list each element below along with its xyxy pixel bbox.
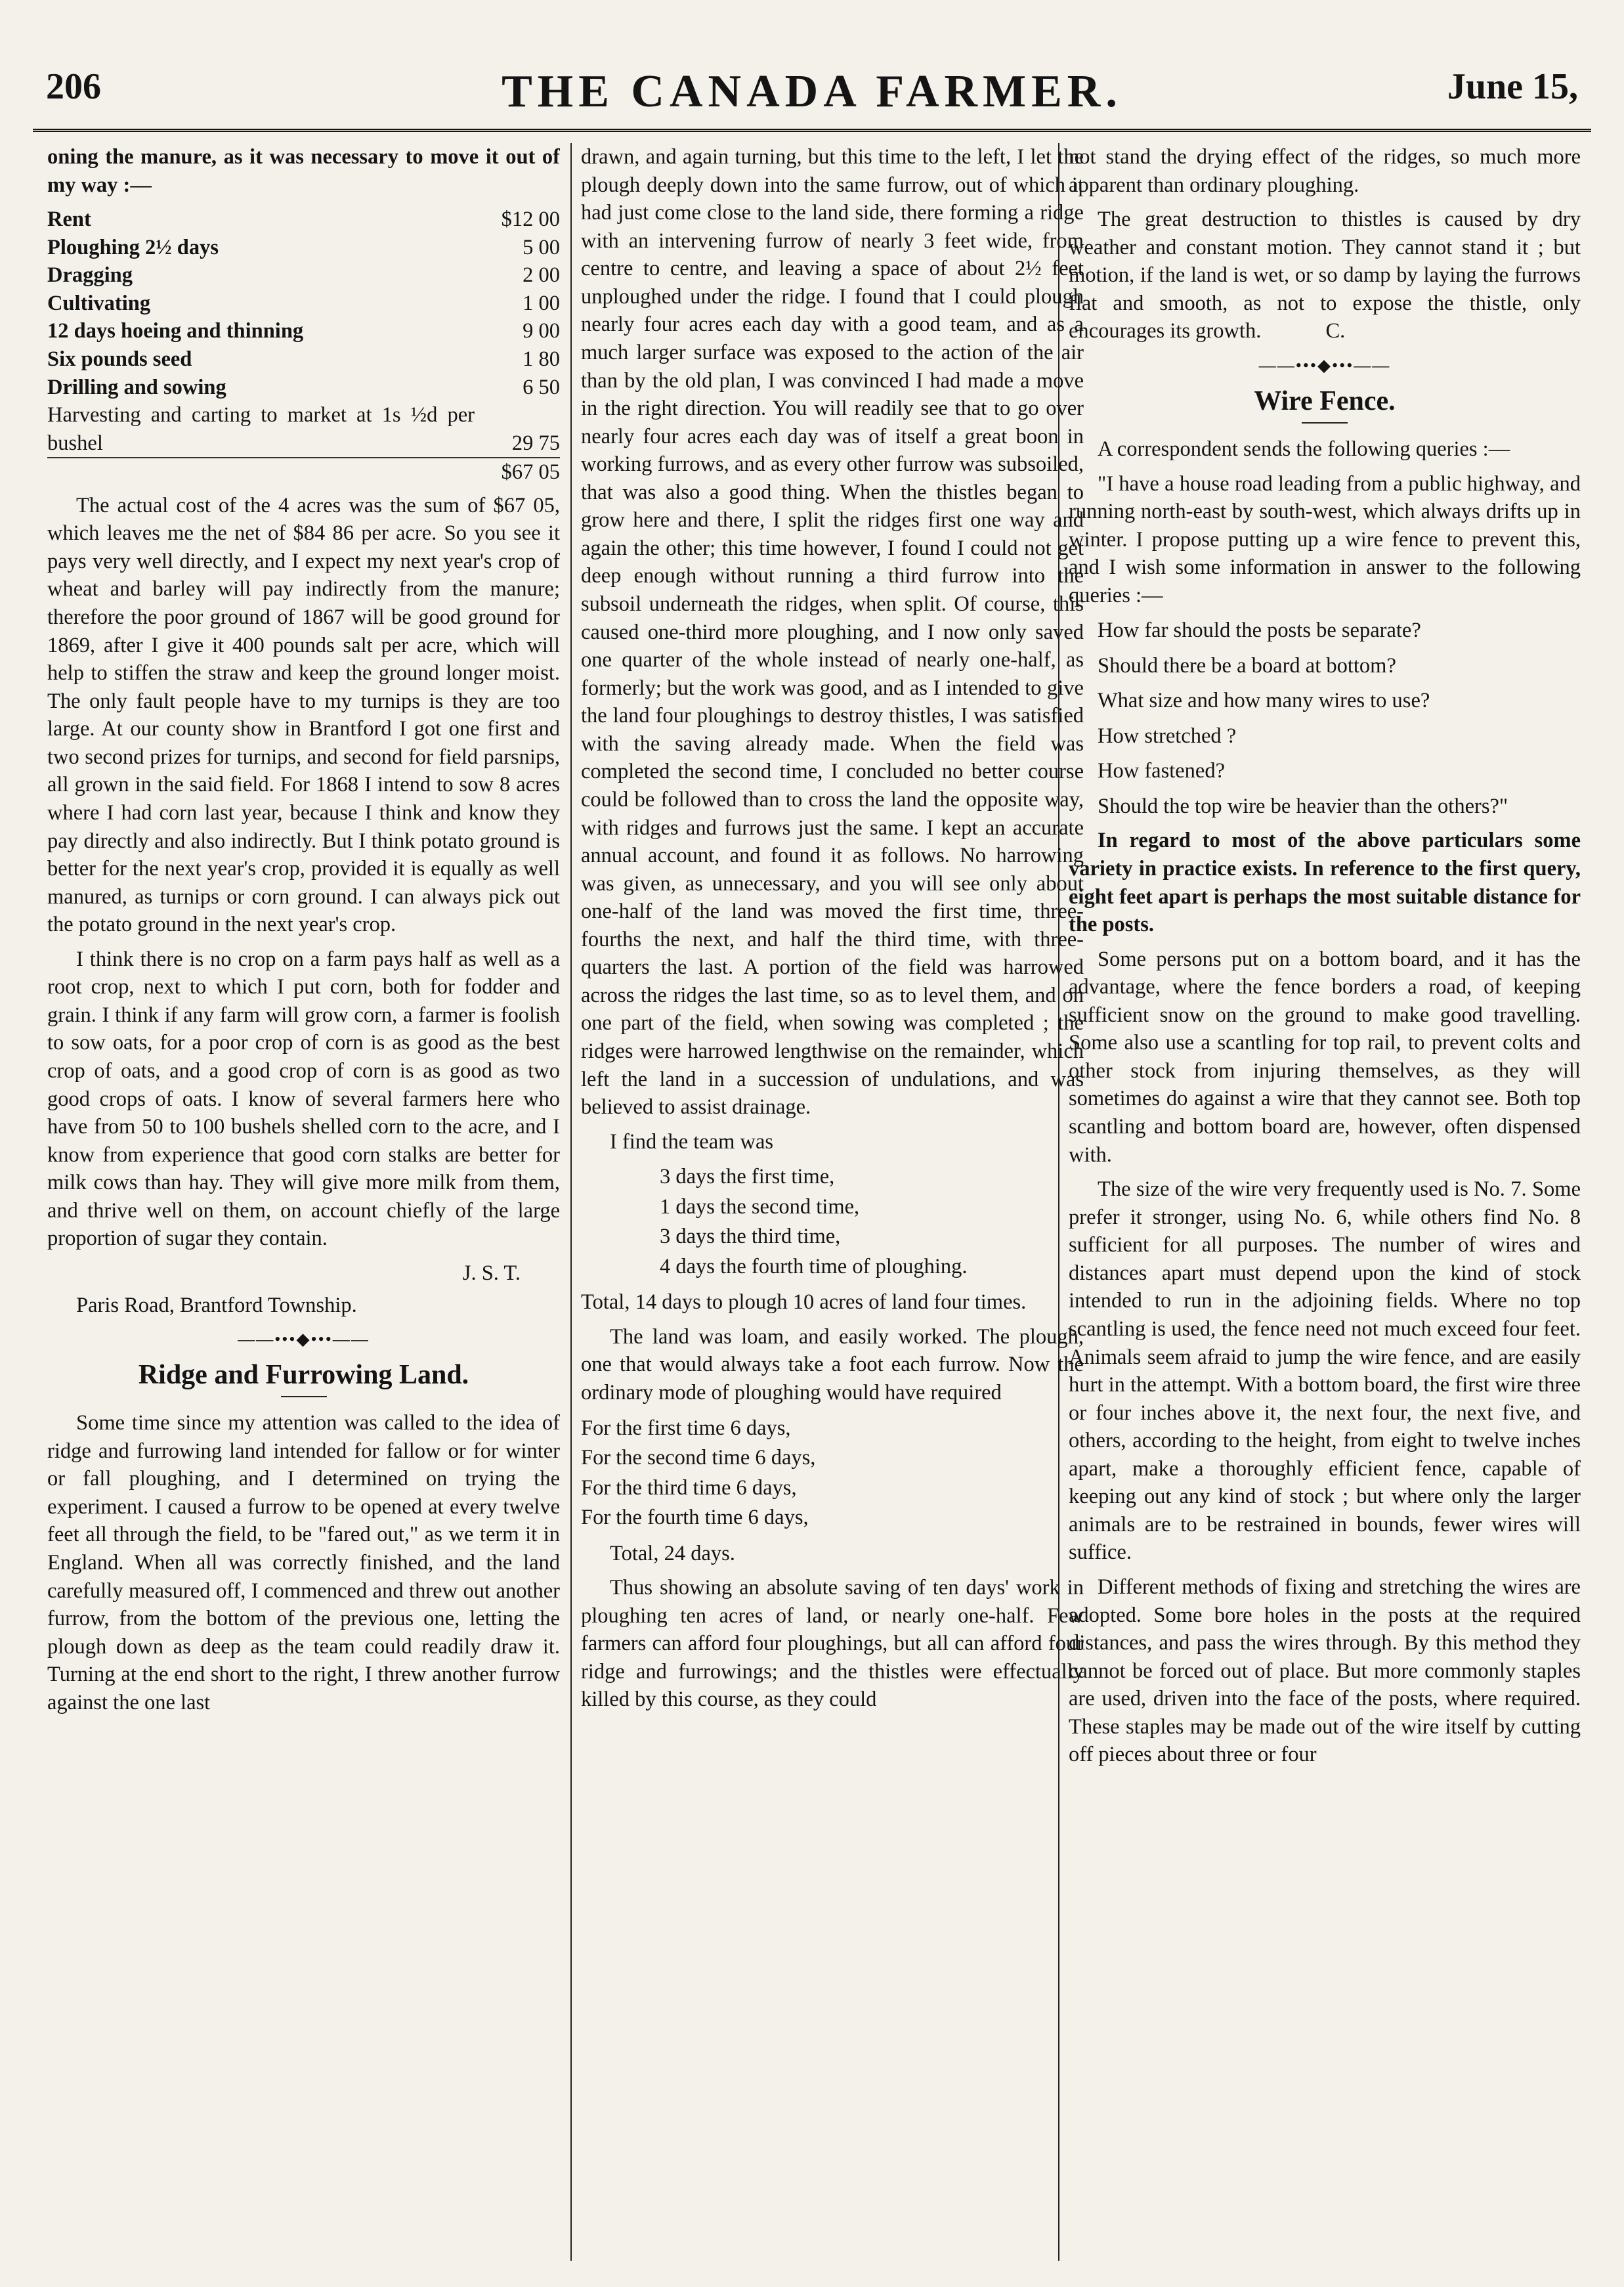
paragraph: Thus showing an absolute saving of ten days' work in ploughing ten acres of land, or nearly one-half. Few farmers can afford four ploughings, but all can afford four ridge and furrowings; and the thistles were effectually killed by this course, as they could <box>581 1576 1084 1712</box>
account-row <box>47 317 560 345</box>
list-item: 4 days the fourth time of ploughing. <box>660 1254 968 1278</box>
column-3 <box>1069 143 1581 2261</box>
list-item: For the third time 6 days, <box>581 1475 797 1500</box>
list-item: For the fourth time 6 days, <box>581 1506 809 1529</box>
paragraph: In regard to most of the above particulars some variety in practice exists. In reference to the first query, eight feet apart is perhaps the most suitable distance for the posts. <box>1069 829 1581 937</box>
paragraph: oning the manure, as it was necessary to move it out of my way :— <box>47 145 560 197</box>
account-amount: 1 00 <box>523 291 560 315</box>
account-amount: 9 00 <box>523 319 560 343</box>
column-1 <box>47 143 560 2261</box>
paragraph: The land was loam, and easily worked. The plough, one that would always take a foot each furrow. Now the ordinary mode of ploughing would have required <box>581 1324 1084 1405</box>
paragraph: A correspondent sends the following queries :— <box>1098 437 1510 461</box>
header-rule <box>33 129 1591 132</box>
paragraph-text: The great destruction to thistles is caused by dry weather and constant motion. They cannot stand it ; but motion, if the land is wet, or so damp by laying the furrows flat and smooth, as not to expose the thistle, only encourages its growth. <box>1069 207 1581 343</box>
account-label: Drilling and sowing <box>47 375 226 399</box>
account-label: Six pounds seed <box>47 347 192 371</box>
account-amount: 2 00 <box>523 263 560 288</box>
paragraph: The size of the wire very frequently used is No. 7. Some prefer it stronger, using No. 6, while others find No. 8 sufficient for all purposes. The number of wires and distances apart must depend upon the kind of stock intended to run in the adjoining fields. Where no top scantling is used, the fence need not much exceed four feet. Animals seem afraid to jump the wire fence, and are easily hurt in the attempt. With a bottom board, the first wire three or four inches above it, the next four, the next five, and others, according to the height, from eight to twelve inches apart, make a thoroughly efficient fence, capable of keeping out any kind of stock ; but where only the larger animals are to be restrained in bounds, fewer wires will suffice. <box>1069 1177 1581 1565</box>
account-amount: 5 00 <box>523 235 560 259</box>
account-label: Cultivating <box>47 291 151 315</box>
paragraph: drawn, and again turning, but this time to the left, I let the plough deeply down into the same furrow, out of which it had just come close to the land side, there forming a ridge with an intervening furrow of nearly 3 feet wide, from centre to centre, and leaving a space of about 2½ feet unploughed under the ridge. I found that I could plough nearly four acres each day with a good team, and as a much larger surface was exposed to the action of the air than by the old plan, I was convinced I had made a move in the right direction. You will readily see that to go over nearly four acres each day was of itself a great boon in working furrows, and as every other furrow was subsoiled, that was also a good thing. When the thistles began to grow here and there, I split the ridges first one way and again the other; this time however, I found I could not get deep enough without running a third furrow into the subsoil underneath the ridges, when split. Of course, this caused one-third more ploughing, and I now only saved one quarter of the whole instead of nearly one-half, as formerly; but the work was good, and as I intended to give the land four ploughings to destroy thistles, I was satisfied with the saving already made. When the field was completed the second time, I concluded no better course could be followed than to cross the land the opposite way, with ridges and furrows just the same. I kept an accurate annual account, and found it as follows. No harrowing was given, as unnecessary, and you will see only about one-half of the land was moved the first time, three-fourths the next, and half the third time, with three-quarters the last. A portion of the field was harrowed across the ridges the last time, so as to level them, and on one part of the field, when sowing was completed ; the ridges were harrowed lengthwise on the remainder, which left the land in a succession of undulations, and was believed to assist drainage. <box>581 145 1084 1120</box>
signature: J. S. T. <box>462 1261 521 1285</box>
list-item: Should the top wire be heavier than the others?" <box>1098 794 1508 818</box>
account-row <box>47 374 560 402</box>
list-item: How fastened? <box>1098 759 1226 783</box>
ordinary-ploughing-list <box>581 1414 1084 1533</box>
issue-date: June 15, <box>1447 66 1578 107</box>
article-heading: Ridge and Furrowing Land. <box>138 1360 469 1391</box>
account-row <box>47 401 560 458</box>
paragraph: Some time since my attention was called to the idea of ridge and furrowing land intended for fallow or for winter or fall ploughing, and I determined on trying the experiment. I caused a furrow to be opened at every twelve feet all through the field, to be "fared out," as we term it in England. When all was correctly finished, and the land carefully measured off, I commenced and threw out another furrow, from the bottom of the previous one, letting the plough down as deep as the team could readily draw it. Turning at the end short to the right, I threw another furrow against the one last <box>47 1411 560 1714</box>
expense-account <box>47 206 560 487</box>
heading-rule <box>281 1396 327 1397</box>
column-2 <box>581 143 1084 2261</box>
masthead <box>33 66 1591 118</box>
account-row <box>47 261 560 290</box>
paragraph: I think there is no crop on a farm pays half as well as a root crop, next to which I put corn, both for fodder and grain. I think if any farm will grow corn, a farmer is foolish to sow oats, for a poor crop of corn is as good as the best crop of oats, and a good crop of corn is as good as two good crops of oats. I know of several farmers here who have from 50 to 100 bushels shelled corn to the acre, and I know from experience that good corn stalks are better for milk cows than hay. They will give more milk from them, and thrive well on them, on account chiefly of the large proportion of sugar they contain. <box>47 947 560 1251</box>
ornament-divider: ——•••◆•••—— <box>238 1330 370 1349</box>
paragraph: not stand the drying effect of the ridges, so much more apparent than ordinary ploughing. <box>1069 145 1581 197</box>
account-label: Dragging <box>47 263 133 288</box>
list-item: Should there be a board at bottom? <box>1098 653 1396 678</box>
team-days-list <box>660 1162 1084 1282</box>
account-amount: 6 50 <box>523 375 560 399</box>
account-total: $67 05 <box>475 458 560 487</box>
paragraph: The actual cost of the 4 acres was the sum of $67 05, which leaves me the net of $84 86 per acre. So you see it pays very well directly, and I expect my next year's crop of wheat and barley will pay indirectly from the manure; therefore the poor ground of 1867 will be good ground for 1869, after I give it 400 pounds salt per acre, which will help to stiffen the straw and keep the ground longer moist. The only fault people have to my turnips is they are too large. At our county show in Brantford I got one first and two second prizes for turnips, and second for field parsnips, all grown in the said field. For 1868 I intend to sow 8 acres where I had corn last year, because I think and know they pay directly and also indirectly. But I think potato ground is better for the next year's crop, provided it is equally as well manured, as turnips or corn ground. I can always pick out the potato ground in the next year's crop. <box>47 493 560 937</box>
ordinary-total: Total, 24 days. <box>610 1541 735 1565</box>
account-row <box>47 234 560 262</box>
list-item: 3 days the first time, <box>660 1165 835 1189</box>
account-amount: 29 75 <box>511 431 560 455</box>
account-amount: $12 00 <box>501 207 560 232</box>
list-item: How far should the posts be separate? <box>1098 619 1421 643</box>
list-item: For the second time 6 days, <box>581 1446 816 1470</box>
account-row <box>47 345 560 374</box>
account-total-row <box>47 458 560 487</box>
signature: C. <box>1325 319 1346 343</box>
account-amount: 1 80 <box>523 347 560 371</box>
page-number: 206 <box>46 66 101 107</box>
team-total: Total, 14 days to plough 10 acres of land four times. <box>581 1290 1027 1315</box>
article-heading: Wire Fence. <box>1254 385 1396 416</box>
paragraph: Some persons put on a bottom board, and it has the advantage, where the fence borders a road, of keeping sufficient snow on the ground to make good travelling. Some also use a scantling for top rail, to prevent colts and other stock from injuring themselves, as they will sometimes do against a wire that they cannot see. Both top scantling and bottom board are, however, often dispensed with. <box>1069 947 1581 1167</box>
dateline: Paris Road, Brantford Township. <box>76 1293 357 1317</box>
paragraph: I find the team was <box>610 1129 774 1154</box>
list-item: How stretched ? <box>1098 724 1237 748</box>
queries-list <box>1069 616 1581 821</box>
account-row <box>47 290 560 318</box>
list-item: 3 days the third time, <box>660 1225 841 1249</box>
ornament-divider: ——•••◆•••—— <box>1258 355 1391 375</box>
account-label: Rent <box>47 207 91 232</box>
publication-title: THE CANADA FARMER. <box>502 66 1122 117</box>
list-item: What size and how many wires to use? <box>1098 689 1430 713</box>
paragraph: Different methods of fixing and stretching the wires are adopted. Some bore holes in the posts at the required distances, and pass the wires through. By this method they cannot be forced out of place. But more commonly staples are used, driven into the face of the posts, where required. These staples may be made out of the wire itself by cutting off pieces about three or four <box>1069 1575 1581 1767</box>
list-item: 1 days the second time, <box>660 1194 860 1219</box>
account-label: 12 days hoeing and thinning <box>47 319 304 343</box>
account-label: Ploughing 2½ days <box>47 235 219 259</box>
column-rule <box>570 143 572 2261</box>
list-item: For the first time 6 days, <box>581 1416 791 1440</box>
heading-rule <box>1302 422 1348 424</box>
account-row <box>47 206 560 234</box>
paragraph <box>1069 206 1581 345</box>
paragraph: "I have a house road leading from a public highway, and running north-east by south-west, which always drifts up in winter. I propose putting up a wire fence to prevent this, and I wish some information in answer to the following queries :— <box>1069 471 1581 607</box>
account-label: Harvesting and carting to market at 1s ½d per bushel <box>47 403 475 455</box>
